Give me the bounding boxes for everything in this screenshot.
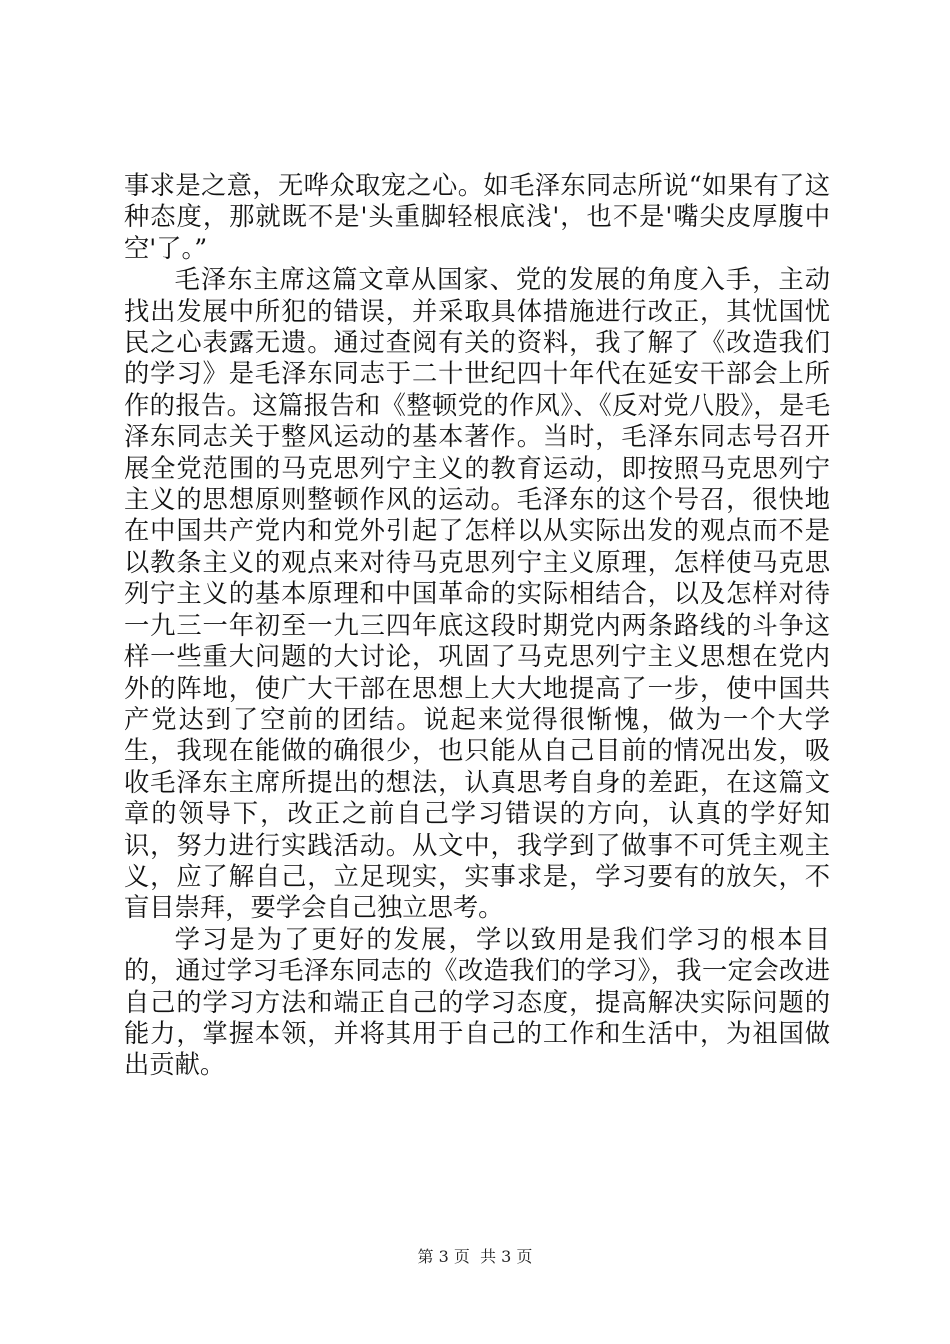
page-number-label: 第 3 页 共 3 页	[417, 1247, 533, 1266]
paragraph-2: 毛泽东主席这篇文章从国家、党的发展的角度入手，主动找出发展中所犯的错误，并采取具体措施进行改正，其忧国忧民之心表露无遗。通过查阅有关的资料，我了解了《改造我们的学习》是毛泽东同志于二十世纪四十年代在延安干部会上所作的报告。这篇报告和《整顿党的作风》、《反对党八股》，是毛泽东同志关于整风运动的基本著作。当时，毛泽东同志号召开展全党范围的马克思列宁主义的教育运动，即按照马克思列宁主义的思想原则整顿作风的运动。毛泽东的这个号召，很快地在中国共产党内和党外引起了怎样以从实际出发的观点而不是以教条主义的观点来对待马克思列宁主义原理，怎样使马克思列宁主义的基本原理和中国革命的实际相结合，以及怎样对待一九三一年初至一九三四年底这段时期党内两条路线的斗争这样一些重大问题的大讨论，巩固了马克思列宁主义思想在党内外的阵地，使广大干部在思想上大大地提高了一步，使中国共产党达到了空前的团结。说起来觉得很惭愧，做为一个大学生，我现在能做的确很少，也只能从自己目前的情况出发，吸收毛泽东主席所提出的想法，认真思考自身的差距，在这篇文章的领导下，改正之前自己学习错误的方向，认真的学好知识，努力进行实践活动。从文中，我学到了做事不可凭主观主义，应了解自己，立足现实，实事求是，学习要有的放矢，不盲目崇拜，要学会自己独立思考。	[124, 265, 830, 923]
document-body	[124, 170, 830, 1081]
paragraph-3: 学习是为了更好的发展，学以致用是我们学习的根本目的，通过学习毛泽东同志的《改造我们的学习》，我一定会改进自己的学习方法和端正自己的学习态度，提高解决实际问题的能力，掌握本领，并将其用于自己的工作和生活中，为祖国做出贡献。	[124, 924, 830, 1080]
paragraph-1: 事求是之意，无哗众取宠之心。如毛泽东同志所说“如果有了这种态度，那就既不是'头重脚轻根底浅'，也不是'嘴尖皮厚腹中空'了。”	[124, 171, 830, 263]
page-footer	[0, 1244, 950, 1267]
